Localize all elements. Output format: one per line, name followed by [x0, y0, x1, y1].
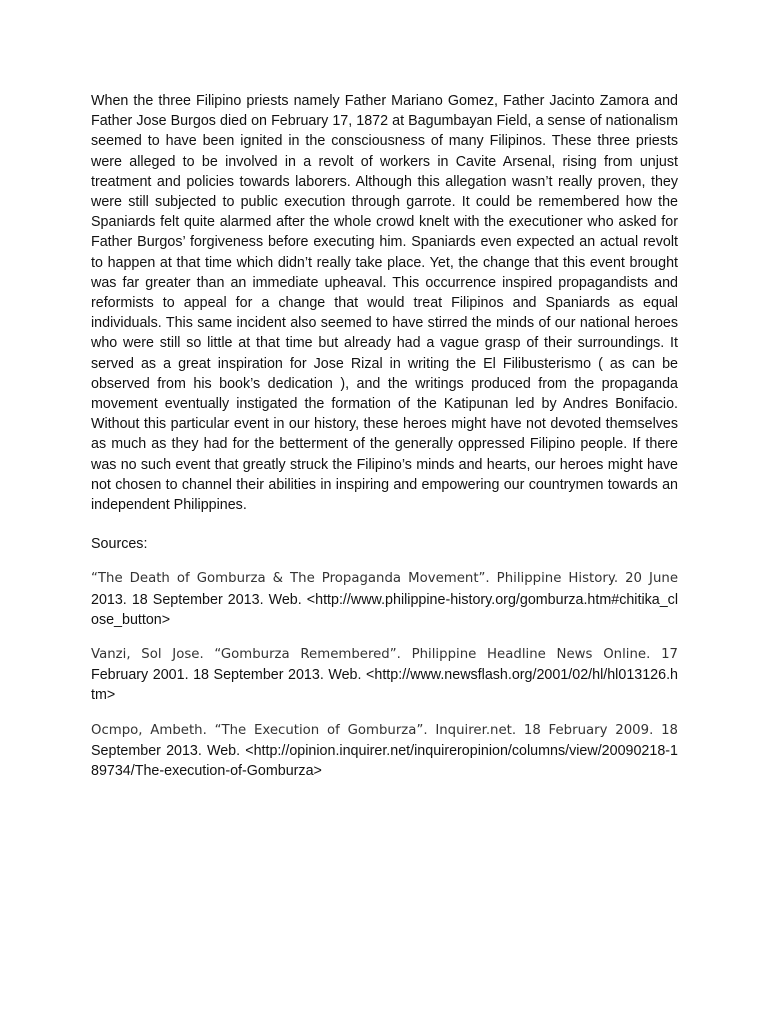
citation-1-details: 2013. 18 September 2013. Web.	[91, 591, 307, 608]
document-content	[91, 91, 678, 781]
citation-3	[91, 720, 678, 782]
citation-2-details: February 2001. 18 September 2013. Web.	[91, 667, 367, 684]
citation-1-url: <http://www.philippine-history.org/gomburza.htm#chitika_close_button>	[91, 591, 678, 628]
citation-2	[91, 644, 678, 706]
citation-2-url: <http://www.newsflash.org/2001/02/hl/hl013126.htm>	[91, 667, 678, 704]
citation-3-details: September 2013. Web.	[91, 742, 246, 759]
citation-3-lead: Ocmpo, Ambeth. “The Execution of Gomburza”. Inquirer.net. 18 February 2009. 18	[91, 722, 678, 738]
citation-3-url: <http://opinion.inquirer.net/inquireropinion/columns/view/20090218-189734/The-execution-of-Gomburza>	[91, 742, 678, 780]
sources-heading: Sources:	[91, 536, 148, 553]
citation-2-lead: Vanzi, Sol Jose. “Gomburza Remembered”. Philippine Headline News Online. 17	[91, 647, 678, 663]
body-paragraph: When the three Filipino priests namely Father Mariano Gomez, Father Jacinto Zamora and Father Jose Burgos died on February 17, 1872 at Bagumbayan Field, a sense of nationalism seemed to have been ignited in the consciousness of many Filipinos. These three priests were alleged to be involved in a revolt of workers in Cavite Arsenal, rising from unjust treatment and policies towards laborers. Although this allegation wasn’t really proven, they were still subjected to public execution through garrote. It could be remembered how the Spaniards felt quite alarmed after the whole crowd knelt with the executioner who asked for Father Burgos’ forgiveness before executing him. Spaniards even expected an actual revolt to happen at that time which didn’t really take place. Yet, the change that this event brought was far greater than an immediate upheaval. This occurrence inspired propagandists and reformists to appeal for a change that would treat Filipinos and Spaniards as equal individuals. This same incident also seemed to have stirred the minds of our national heroes who were still so little at that time but already had a vague grasp of their surroundings. It served as a great inspiration for Jose Rizal in writing the El Filibusterismo ( as can be observed from his book’s dedication ), and the writings produced from the propaganda movement eventually instigated the formation of the Katipunan led by Andres Bonifacio. Without this particular event in our history, these heroes might have not devoted themselves as much as they had for the betterment of the generally oppressed Filipino people. If there was no such event that greatly struck the Filipino’s minds and hearts, our heroes might have not chosen to channel their abilities in inspiring and empowering our countrymen towards an independent Philippines.	[91, 93, 678, 514]
citation-1	[91, 568, 678, 630]
citation-1-lead: “The Death of Gomburza & The Propaganda Movement”. Philippine History. 20 June	[91, 571, 678, 587]
